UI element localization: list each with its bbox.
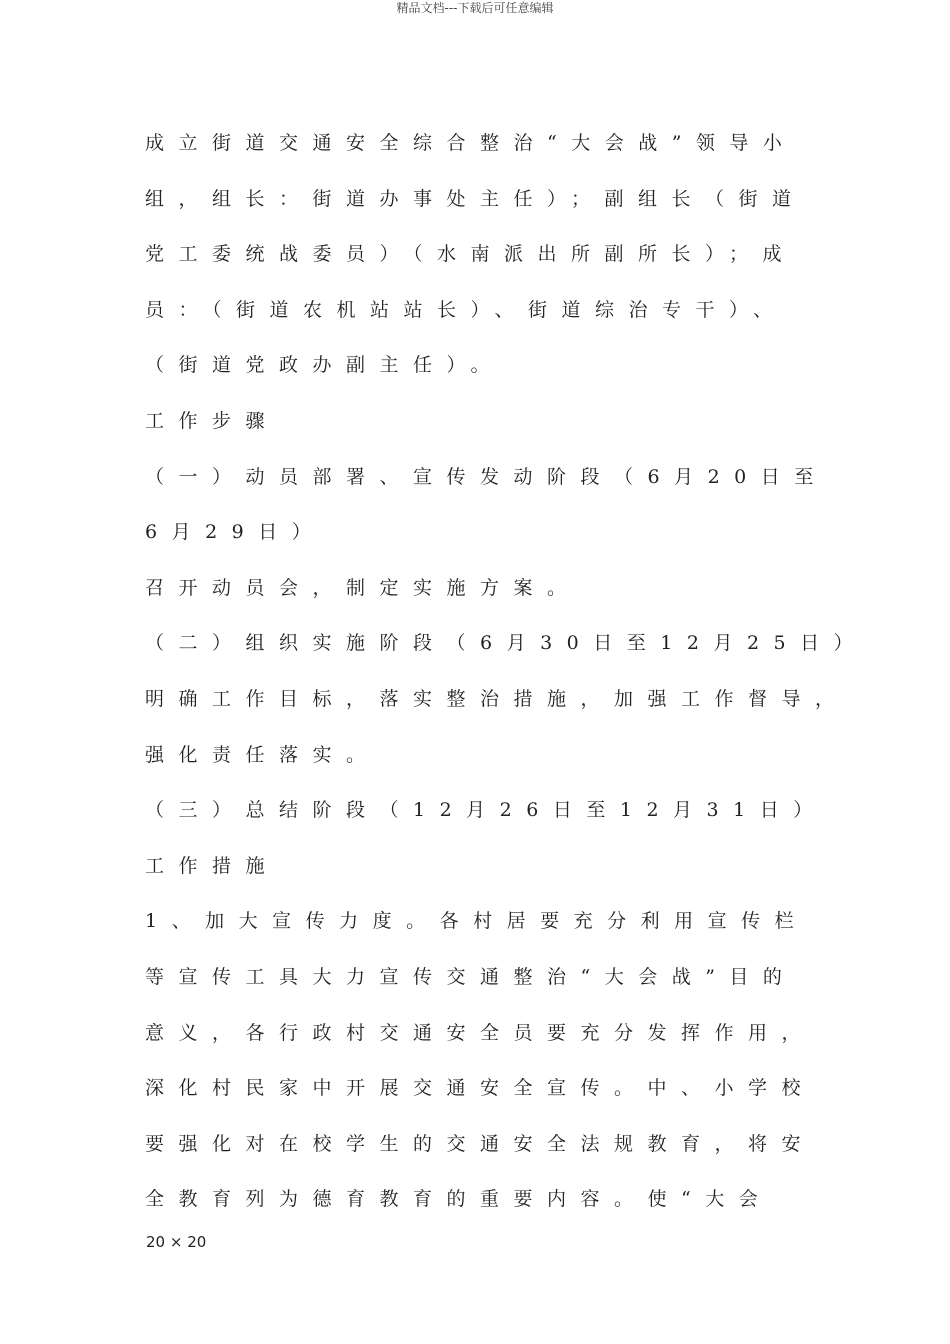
text-line: 等宣传工具大力宣传交通整治“大会战”目的	[145, 965, 797, 988]
text-line: 6月29日）	[145, 521, 326, 544]
text-line: 组，组长：街道办事处主任）；副组长（街道	[145, 187, 806, 210]
text-line: （街道党政办副主任）。	[145, 354, 505, 377]
page-header: 精品文档---下载后可任意编辑	[396, 1, 554, 15]
text-line: 召开动员会，制定实施方案。	[145, 576, 581, 599]
text-line: 明确工作目标，落实整治措施，加强工作督导，	[145, 687, 849, 710]
text-line: 1、加大宣传力度。各村居要充分利用宣传栏	[145, 910, 809, 933]
text-line: 党工委统战委员）（水南派出所副所长）；成	[145, 243, 797, 266]
document-body	[145, 126, 867, 1238]
text-line: 员：（街道农机站站长）、街道综治专干）、	[145, 298, 787, 321]
section-heading: 工作步骤	[145, 409, 280, 432]
text-line: 成立街道交通安全综合整治“大会战”领导小	[145, 132, 797, 154]
text-line: 要强化对在校学生的交通安全法规教育，将安	[145, 1132, 816, 1155]
text-line: （三）总结阶段（12月26日至12月31日）	[145, 799, 827, 822]
section-heading: 工作措施	[145, 854, 280, 877]
text-line: 全教育列为德育教育的重要内容。使“大会	[145, 1188, 773, 1211]
text-line: 强化责任落实。	[145, 743, 380, 766]
text-line: （二）组织实施阶段（6月30日至12月25日）	[145, 632, 868, 655]
text-line: （一）动员部署、宣传发动阶段（6月20日至	[145, 465, 828, 488]
text-line: 深化村民家中开展交通安全宣传。中、小学校	[145, 1077, 816, 1100]
page-footer: 20 × 20	[146, 1233, 207, 1251]
text-line: 意义，各行政村交通安全员要充分发挥作用，	[145, 1021, 816, 1044]
